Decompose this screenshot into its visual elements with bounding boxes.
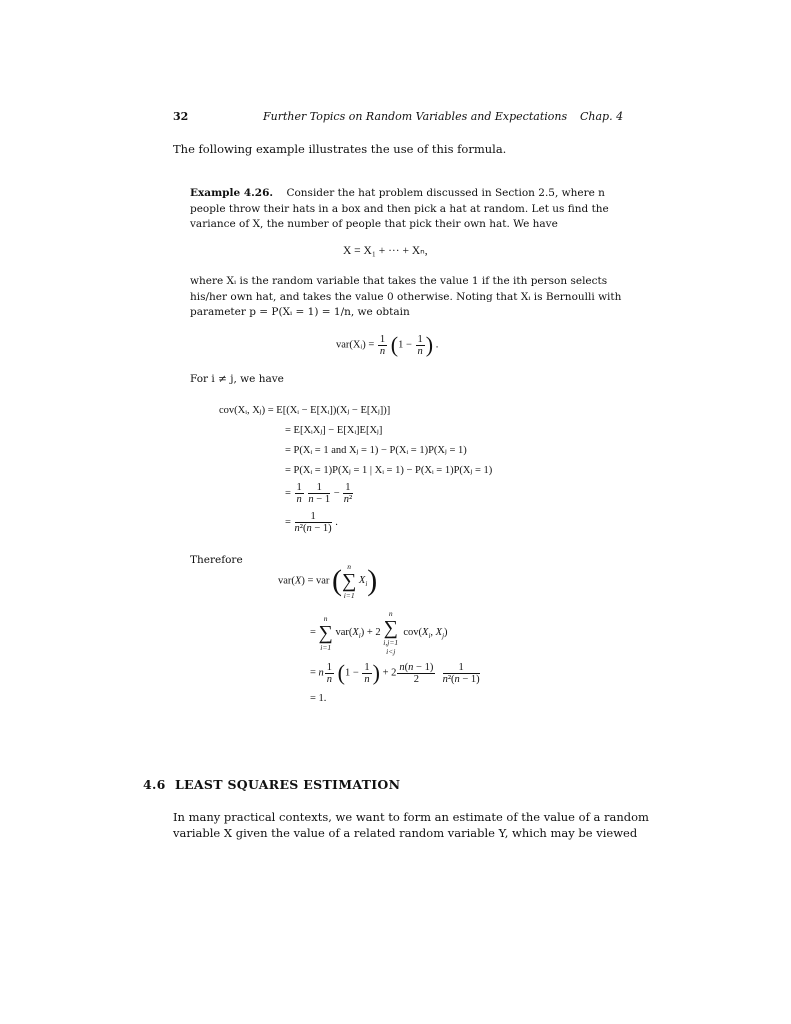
running-title: Further Topics on Random Variables and Expectations: [263, 110, 568, 123]
var-line-2: = n ∑ i=1 $var(X_i) + 2$ n ∑ i,j=1 i<j $cov(X_i$, $X_j$): [310, 609, 448, 656]
example-line: Consider the hat problem discussed in Section 2.5, where n: [286, 187, 605, 199]
var-result: = 1.: [310, 693, 327, 704]
variance-lhs: var(Xᵢ) =: [336, 339, 375, 351]
equation-variance-xi: var(Xᵢ) = $\frac{1}{n}$ (1 − $\frac{1}{n}$ ) .: [336, 332, 439, 357]
var-line-1: var(X) = var ( n ∑ i=1 $X_i$): [278, 562, 378, 600]
example-line: his/her own hat, and takes the value 0 otherwise. Noting that Xᵢ is Bernoulli with: [190, 290, 622, 303]
example-line: variance of X, the number of people that pick their own hat. We have: [190, 218, 558, 230]
closing-line: variable X given the value of a related random variable Y, which may be viewed: [173, 826, 638, 840]
for-i-neq-j: For i ≠ j, we have: [190, 373, 284, 385]
section-number: 4.6: [143, 777, 166, 792]
example-line: parameter p = P(Xᵢ = 1) = 1/n, we obtain: [190, 306, 410, 318]
chapter-label: Chap. 4: [580, 110, 624, 123]
example-line: where Xᵢ is the random variable that takes the value 1 if the ith person selects: [190, 275, 608, 287]
closing-line: In many practical contexts, we want to form an estimate of the value of a random: [173, 810, 649, 824]
example-label: Example 4.26.: [190, 187, 274, 199]
example-paragraph-2: [190, 274, 621, 321]
example-paragraph-1: [190, 186, 609, 233]
page-number: 32: [173, 110, 189, 123]
cov-line-5: = $\frac{1}{n}$ $\frac{1}{n - 1}$ − $\frac{1}{\text{n²}}$: [285, 482, 353, 505]
section-title: LEAST SQUARES ESTIMATION: [174, 777, 401, 792]
var-line-3: = n $\frac{1}{n}$ (1 − $\frac{1}{n}$ ) + 2 $\frac{n(n - 1)}{2}$ $\frac{1}{\text{n²(n − 1)}}$: [310, 660, 480, 685]
cov-line-2: = E[XᵢXⱼ] − E[Xᵢ]E[Xⱼ]: [285, 425, 383, 436]
cov-line-4: = P(Xᵢ = 1)P(Xⱼ = 1 | Xᵢ = 1) − P(Xᵢ = 1)P(Xⱼ = 1): [285, 465, 493, 476]
intro-sentence: The following example illustrates the use of this formula.: [173, 142, 507, 156]
cov-line-6: = $\frac{1}{\text{n²(n − 1)}}$ .: [285, 511, 338, 534]
cov-line-3: = P(Xᵢ = 1 and Xⱼ = 1) − P(Xᵢ = 1)P(Xⱼ = 1): [285, 445, 467, 456]
equation-sum: X = X₁ + ··· + Xₙ,: [343, 245, 428, 257]
section-heading: [143, 777, 400, 792]
example-line: people throw their hats in a box and then pick a hat at random. Let us find the: [190, 202, 609, 215]
closing-paragraph: [173, 809, 649, 841]
cov-line-1: cov(Xᵢ, Xⱼ) = E[(Xᵢ − E[Xᵢ])(Xⱼ − E[Xⱼ])]: [219, 405, 391, 416]
therefore-label: Therefore: [190, 554, 243, 566]
